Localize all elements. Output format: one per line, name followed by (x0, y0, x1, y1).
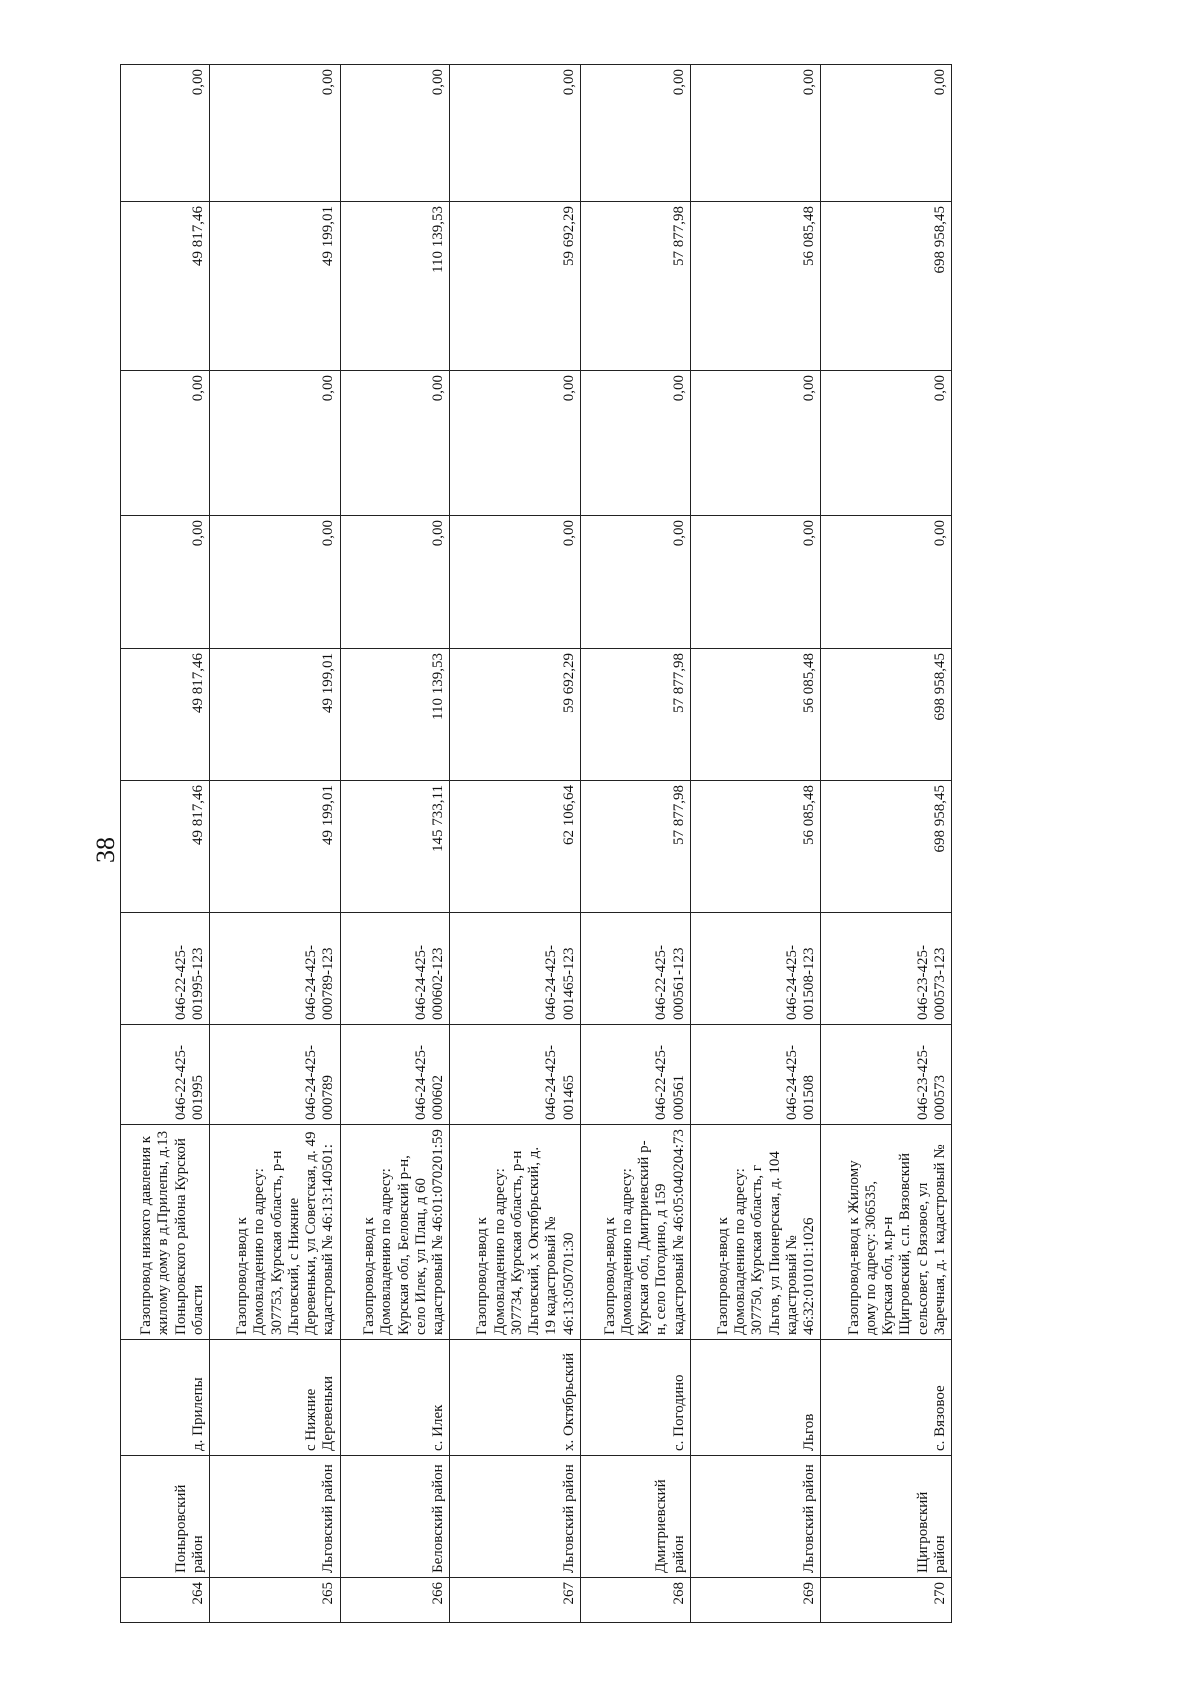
locality-cell: х. Октябрьский (450, 1340, 581, 1456)
row-number: 269 (690, 1578, 821, 1623)
value-col-4-cell: 0,00 (450, 371, 581, 516)
object-description-cell: Газопровод-ввод к Домовладению по адресу: 307750, Курская область, г Льгов, ул Пионерская, д. 104 кадастровый № 46:32:010101:1026 (690, 1125, 821, 1340)
locality-cell: Льгов (690, 1340, 821, 1456)
value-col-3-cell: 0,00 (210, 516, 341, 649)
inventory-code-cell: 046-24-425-001465 (450, 1025, 581, 1125)
value-col-1-cell: 57 877,98 (580, 781, 690, 913)
district-cell: Щигровский район (821, 1456, 952, 1578)
value-col-1-cell: 49 817,46 (121, 781, 210, 913)
value-col-6-cell: 0,00 (340, 65, 450, 202)
object-description-cell: Газопровод-ввод к Домовладению по адресу: Курская обл, Беловский р-н, село Илек, ул Плац, д 60 кадастровый № 46:01:070201:59 (340, 1125, 450, 1340)
rotated-table-container (120, 65, 952, 1623)
table-row (340, 65, 450, 1623)
locality-cell: с. Погодино (580, 1340, 690, 1456)
value-col-2-cell: 56 085,48 (690, 649, 821, 781)
locality-cell: с Нижние Деревеньки (210, 1340, 341, 1456)
value-col-5-cell: 49 817,46 (121, 202, 210, 371)
value-col-6-cell: 0,00 (690, 65, 821, 202)
locality-cell: д. Прилепы (121, 1340, 210, 1456)
district-cell: Льговский район (450, 1456, 581, 1578)
district-cell: Беловский район (340, 1456, 450, 1578)
inventory-code-cell: 046-24-425-000789 (210, 1025, 341, 1125)
value-col-3-cell: 0,00 (580, 516, 690, 649)
inventory-code-cell: 046-24-425-001508 (690, 1025, 821, 1125)
value-col-4-cell: 0,00 (690, 371, 821, 516)
value-col-5-cell: 110 139,53 (340, 202, 450, 371)
object-code-cell: 046-22-425-000561-123 (580, 913, 690, 1025)
value-col-4-cell: 0,00 (340, 371, 450, 516)
value-col-5-cell: 59 692,29 (450, 202, 581, 371)
table-row (580, 65, 690, 1623)
row-number: 264 (121, 1578, 210, 1623)
object-description-cell: Газопровод низкого давления к жилому дому в д.Прилепы, д.13 Поныровского района Курской области (121, 1125, 210, 1340)
object-code-cell: 046-24-425-000602-123 (340, 913, 450, 1025)
value-col-1-cell: 698 958,45 (821, 781, 952, 913)
object-code-cell: 046-24-425-001465-123 (450, 913, 581, 1025)
object-description-cell: Газопровод-ввод к Домовладению по адресу: Курская обл, Дмитриевский р-н, село Погодино, д 159 кадастровый № 46:05:040204:73 (580, 1125, 690, 1340)
table-row (210, 65, 341, 1623)
value-col-5-cell: 57 877,98 (580, 202, 690, 371)
row-number: 267 (450, 1578, 581, 1623)
value-col-3-cell: 0,00 (121, 516, 210, 649)
value-col-6-cell: 0,00 (210, 65, 341, 202)
row-number: 265 (210, 1578, 341, 1623)
locality-cell: с. Илек (340, 1340, 450, 1456)
value-col-1-cell: 49 199,01 (210, 781, 341, 913)
value-col-4-cell: 0,00 (821, 371, 952, 516)
value-col-5-cell: 56 085,48 (690, 202, 821, 371)
page-number: 38 (91, 837, 120, 863)
table-row (821, 65, 952, 1623)
table-row (690, 65, 821, 1623)
inventory-code-cell: 046-22-425-001995 (121, 1025, 210, 1125)
value-col-3-cell: 0,00 (821, 516, 952, 649)
value-col-1-cell: 56 085,48 (690, 781, 821, 913)
value-col-5-cell: 698 958,45 (821, 202, 952, 371)
value-col-2-cell: 698 958,45 (821, 649, 952, 781)
value-col-2-cell: 57 877,98 (580, 649, 690, 781)
value-col-4-cell: 0,00 (580, 371, 690, 516)
value-col-3-cell: 0,00 (450, 516, 581, 649)
value-col-3-cell: 0,00 (690, 516, 821, 649)
value-col-2-cell: 49 199,01 (210, 649, 341, 781)
district-cell: Льговский район (690, 1456, 821, 1578)
district-cell: Льговский район (210, 1456, 341, 1578)
object-description-cell: Газопровод-ввод к Домовладению по адресу: 307734, Курская область, р-н Льговский, х Октябрьский, д. 19 кадастровый № 46:13:050701:30 (450, 1125, 581, 1340)
row-number: 266 (340, 1578, 450, 1623)
inventory-code-cell: 046-22-425-000561 (580, 1025, 690, 1125)
object-code-cell: 046-24-425-000789-123 (210, 913, 341, 1025)
value-col-1-cell: 62 106,64 (450, 781, 581, 913)
inventory-code-cell: 046-24-425-000602 (340, 1025, 450, 1125)
value-col-2-cell: 49 817,46 (121, 649, 210, 781)
value-col-6-cell: 0,00 (121, 65, 210, 202)
row-number: 270 (821, 1578, 952, 1623)
object-code-cell: 046-22-425-001995-123 (121, 913, 210, 1025)
object-code-cell: 046-24-425-001508-123 (690, 913, 821, 1025)
value-col-4-cell: 0,00 (210, 371, 341, 516)
value-col-4-cell: 0,00 (121, 371, 210, 516)
table-row (121, 65, 210, 1623)
object-description-cell: Газопровод-ввод к Жилому дому по адресу: 306535, Курская обл, м.р-н Щигровский, с.п. Вязовский сельсовет, с Вязовое, ул Заречная, д. 1 кадастровый № (821, 1125, 952, 1340)
inventory-code-cell: 046-23-425-000573 (821, 1025, 952, 1125)
value-col-6-cell: 0,00 (450, 65, 581, 202)
table-row (450, 65, 581, 1623)
row-number: 268 (580, 1578, 690, 1623)
object-description-cell: Газопровод-ввод к Домовладению по адресу: 307753, Курская область, р-н Льговский, с Нижние Деревеньки, ул Советская, д. 49 кадастровый № 46:13:140501: (210, 1125, 341, 1340)
value-col-1-cell: 145 733,11 (340, 781, 450, 913)
object-code-cell: 046-23-425-000573-123 (821, 913, 952, 1025)
value-col-2-cell: 110 139,53 (340, 649, 450, 781)
value-col-3-cell: 0,00 (340, 516, 450, 649)
locality-cell: с. Вязовое (821, 1340, 952, 1456)
district-cell: Дмитриевский район (580, 1456, 690, 1578)
district-cell: Поныровский район (121, 1456, 210, 1578)
value-col-6-cell: 0,00 (821, 65, 952, 202)
assets-table (120, 64, 952, 1623)
value-col-5-cell: 49 199,01 (210, 202, 341, 371)
value-col-6-cell: 0,00 (580, 65, 690, 202)
value-col-2-cell: 59 692,29 (450, 649, 581, 781)
